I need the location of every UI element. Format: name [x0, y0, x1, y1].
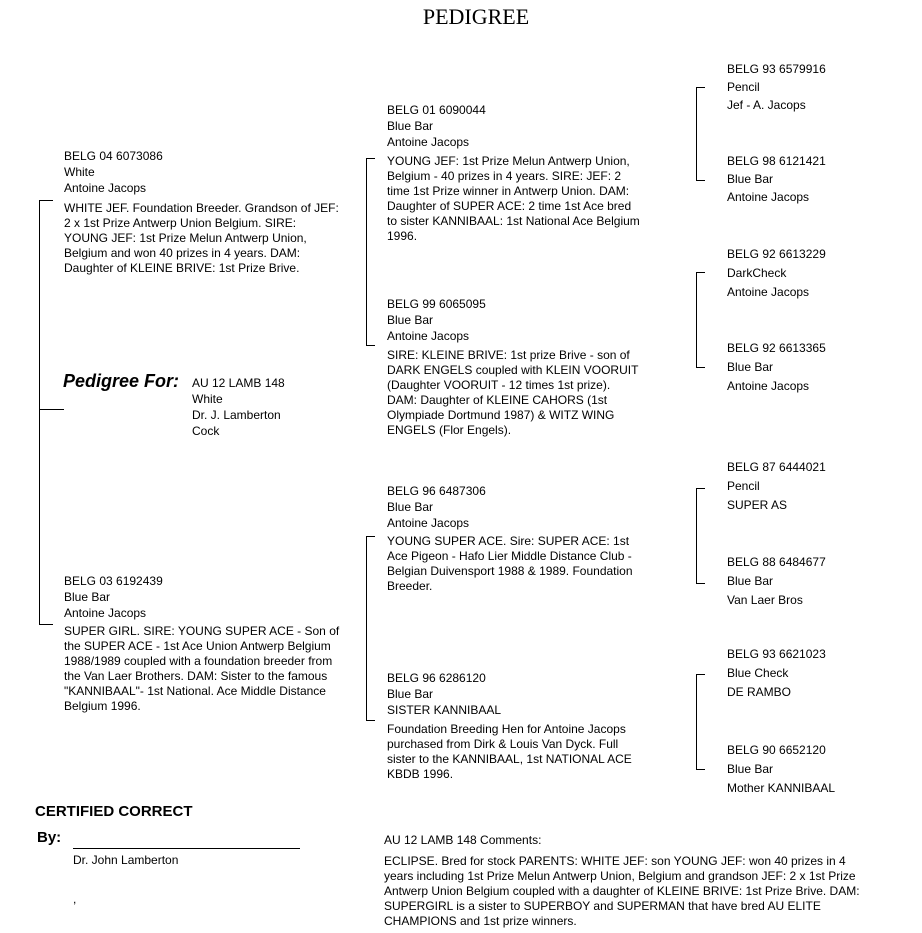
by-label: By: — [37, 829, 62, 846]
gg-ring: BELG 87 6444021 — [727, 460, 826, 474]
grandparent-3-notes: YOUNG SUPER ACE. Sire: SUPER ACE: 1st Ace Pigeon - Hafo Lier Middle Distance Club - Belgian Duivensport 1988 & 1989. Foundation Breeder. — [387, 534, 633, 593]
grandparent-color: Blue Bar — [387, 687, 434, 701]
sire-notes: WHITE JEF. Foundation Breeder. Grandson of JEF: 2 x 1st Prize Antwerp Union Belgium. SIRE: YOUNG JEF: 1st Prize Melun Antwerp Union, Belgium and won 40 prizes in 4 years. DAM: Daughter of KLEINE BRIVE: 1st Prize Brive. — [64, 201, 339, 275]
great-grandparent-8 — [727, 741, 835, 798]
gg-breeder: Antoine Jacops — [727, 190, 810, 204]
grandparent-color: Blue Bar — [387, 500, 434, 514]
dam-ring: BELG 03 6192439 — [64, 574, 163, 588]
grandparent-ring: BELG 96 6286120 — [387, 671, 486, 685]
grandparent-4-notes: Foundation Breeding Hen for Antoine Jacops purchased from Dirk & Louis Van Dyck. Full sister to the KANNIBAAL, 1st NATIONAL ACE KBDB 1996. — [387, 722, 632, 781]
gg-breeder: Jef - A. Jacops — [727, 98, 806, 112]
gg-ring: BELG 92 6613229 — [727, 247, 826, 261]
subject-ring: AU 12 LAMB 148 — [192, 376, 285, 390]
gg-breeder: Mother KANNIBAAL — [727, 781, 836, 795]
subject-color: White — [192, 392, 223, 406]
great-grandparent-5 — [727, 458, 826, 515]
grandparent-1 — [387, 102, 486, 150]
grandparent-1-notes: YOUNG JEF: 1st Prize Melun Antwerp Union, Belgium - 40 prizes in 4 years. SIRE: JEF: 2 time 1st Prize winner in Antwerp Union. DAM: Daughter of SUPER ACE: 2 time 1st Ace bred to sister KANNIBAAL: 1st National Ace Belgium 1996. — [387, 154, 640, 243]
gg-color: Blue Bar — [727, 574, 774, 588]
grandparent-ring: BELG 96 6487306 — [387, 484, 486, 498]
bracket-sire-parents — [366, 158, 375, 346]
comments-heading: AU 12 LAMB 148 Comments: — [384, 833, 542, 847]
gg-breeder: DE RAMBO — [727, 685, 792, 699]
bracket-gg-3 — [696, 488, 705, 584]
gg-color: Blue Check — [727, 666, 789, 680]
gg-ring: BELG 92 6613365 — [727, 341, 826, 355]
grandparent-2-notes: SIRE: KLEINE BRIVE: 1st prize Brive - son of DARK ENGELS coupled with KLEIN VOORUIT (Daughter VOORUIT - 12 times 1st prize). DAM: Daughter of KLEINE CAHORS (1st Olympiade Dortmund 1987) & WITZ WING ENGELS (Flor Engels). — [387, 348, 639, 437]
gg-breeder: Van Laer Bros — [727, 593, 803, 607]
bracket-subject — [39, 200, 53, 625]
great-grandparent-7 — [727, 645, 826, 702]
sire-color: White — [64, 165, 95, 179]
dam-info — [64, 573, 163, 621]
gg-ring: BELG 93 6621023 — [727, 647, 826, 661]
gg-ring: BELG 98 6121421 — [727, 154, 826, 168]
gg-ring: BELG 90 6652120 — [727, 743, 826, 757]
gg-breeder: Antoine Jacops — [727, 379, 810, 393]
comments-text: ECLIPSE. Bred for stock PARENTS: WHITE JEF: son YOUNG JEF: won 40 prizes in 4 years including 1st Prize Melun Antwerp Union, Belgium and grandson JEF: 2 x 1st Prize Antwerp Union Belgium coupled with a daughter of KLEINE BRIVE: 1st Prize Brive. DAM: SUPERGIRL is a sister to SUPERBOY and SUPERMAN that have bred AU ELITE CHAMPIONS and 1st prize winners. — [384, 854, 860, 928]
bracket-gg-1 — [696, 87, 705, 181]
grandparent-ring: BELG 01 6090044 — [387, 103, 486, 117]
gg-color: Blue Bar — [727, 762, 774, 776]
great-grandparent-3 — [727, 245, 826, 302]
grandparent-3 — [387, 483, 486, 531]
dam-notes: SUPER GIRL. SIRE: YOUNG SUPER ACE - Son of the SUPER ACE - 1st Ace Union Antwerp Belgium 1988/1989 coupled with a foundation breeder from the Van Laer Brothers. DAM: Sister to the famous "KANNIBAAL"- 1st National. Ace Middle Distance Belgium 1996. — [64, 624, 340, 713]
connector-subject — [40, 409, 64, 410]
great-grandparent-1 — [727, 60, 826, 114]
subject-sex: Cock — [192, 424, 220, 438]
grandparent-breeder: Antoine Jacops — [387, 329, 470, 343]
grandparent-breeder: Antoine Jacops — [387, 516, 470, 530]
pedigree-for-label: Pedigree For: — [63, 371, 180, 391]
subject-owner: Dr. J. Lamberton — [192, 408, 281, 422]
grandparent-breeder: SISTER KANNIBAAL — [387, 703, 502, 717]
gg-color: Pencil — [727, 80, 760, 94]
gg-ring: BELG 88 6484677 — [727, 555, 826, 569]
signature-line — [73, 848, 300, 849]
gg-color: Blue Bar — [727, 360, 774, 374]
grandparent-2 — [387, 296, 486, 344]
gg-breeder: Antoine Jacops — [727, 285, 810, 299]
bracket-gg-2 — [696, 272, 705, 368]
gg-color: Pencil — [727, 479, 760, 493]
page-title: PEDIGREE — [422, 4, 530, 29]
great-grandparent-6 — [727, 553, 826, 610]
certified-heading: CERTIFIED CORRECT — [35, 803, 193, 820]
gg-breeder: SUPER AS — [727, 498, 788, 512]
grandparent-4 — [387, 670, 501, 718]
grandparent-breeder: Antoine Jacops — [387, 135, 470, 149]
signer-name: Dr. John Lamberton — [73, 853, 179, 867]
bracket-dam-parents — [366, 536, 375, 721]
dam-color: Blue Bar — [64, 590, 111, 604]
grandparent-color: Blue Bar — [387, 119, 434, 133]
gg-color: Blue Bar — [727, 172, 774, 186]
great-grandparent-4 — [727, 339, 826, 396]
sire-info — [64, 148, 163, 196]
gg-color: DarkCheck — [727, 266, 787, 280]
gg-ring: BELG 93 6579916 — [727, 62, 826, 76]
bracket-gg-4 — [696, 674, 705, 770]
signature-mark: , — [73, 892, 77, 906]
great-grandparent-2 — [727, 152, 826, 206]
sire-breeder: Antoine Jacops — [64, 181, 147, 195]
sire-ring: BELG 04 6073086 — [64, 149, 163, 163]
grandparent-color: Blue Bar — [387, 313, 434, 327]
grandparent-ring: BELG 99 6065095 — [387, 297, 486, 311]
subject-info — [192, 375, 285, 439]
dam-breeder: Antoine Jacops — [64, 606, 147, 620]
